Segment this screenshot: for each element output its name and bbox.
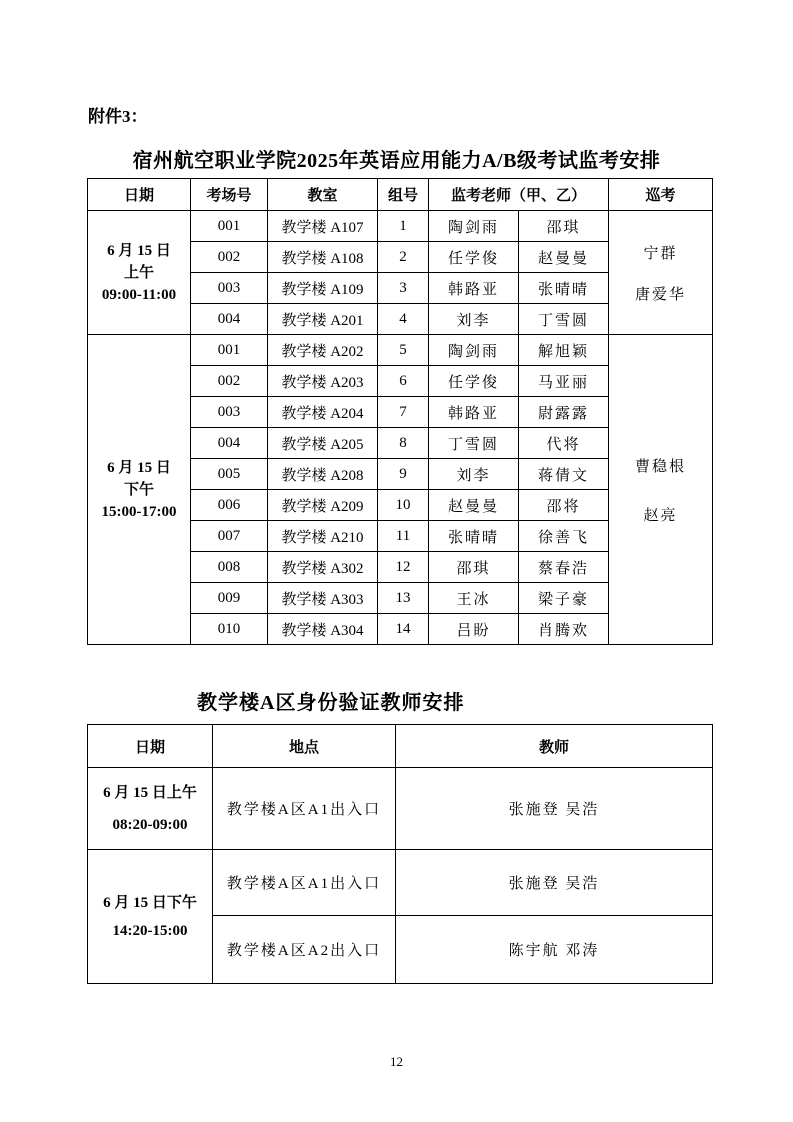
patrol-name: 赵亮 — [643, 507, 678, 524]
teacher-a-cell: 赵曼曼 — [429, 490, 519, 521]
classroom-cell: 教学楼 A210 — [268, 521, 378, 552]
classroom-cell: 教学楼 A303 — [268, 583, 378, 614]
teacher-a-cell: 韩路亚 — [429, 397, 519, 428]
teacher-a-cell: 丁雪圆 — [429, 428, 519, 459]
header-date: 日期 — [88, 725, 213, 768]
page-number: 12 — [390, 1054, 403, 1069]
date-line: 上午 — [123, 264, 154, 281]
room-no-cell: 001 — [191, 211, 268, 242]
teacher-b-cell: 代将 — [519, 428, 609, 459]
teacher-cell: 张施登 吴浩 — [396, 768, 713, 850]
header-group-no: 组号 — [378, 179, 429, 211]
date-line: 14:20-15:00 — [112, 922, 188, 939]
teacher-b-cell: 蔡春浩 — [519, 552, 609, 583]
date-line: 08:20-09:00 — [112, 816, 188, 833]
classroom-cell: 教学楼 A107 — [268, 211, 378, 242]
group-cell: 4 — [378, 304, 429, 335]
group-cell: 7 — [378, 397, 429, 428]
room-no-cell: 001 — [191, 335, 268, 366]
room-no-cell: 009 — [191, 583, 268, 614]
teacher-b-cell: 徐善飞 — [519, 521, 609, 552]
date-line: 6 月 15 日 — [107, 459, 171, 476]
attachment-label: 附件3： — [88, 107, 148, 126]
place-cell: 教学楼A区A1出入口 — [213, 850, 396, 916]
teacher-a-cell: 陶剑雨 — [429, 211, 519, 242]
classroom-cell: 教学楼 A204 — [268, 397, 378, 428]
group-cell: 1 — [378, 211, 429, 242]
teacher-a-cell: 吕盼 — [429, 614, 519, 645]
teacher-a-cell: 刘李 — [429, 459, 519, 490]
verify-row — [88, 850, 713, 916]
group-cell: 14 — [378, 614, 429, 645]
teacher-a-cell: 刘李 — [429, 304, 519, 335]
patrol-name: 曹稳根 — [635, 458, 687, 475]
classroom-cell: 教学楼 A202 — [268, 335, 378, 366]
date-line: 09:00-11:00 — [101, 286, 177, 303]
header-patrol: 巡考 — [609, 179, 713, 211]
teacher-a-cell: 张晴晴 — [429, 521, 519, 552]
group-cell: 9 — [378, 459, 429, 490]
room-no-cell: 003 — [191, 397, 268, 428]
teacher-cell: 张施登 吴浩 — [396, 850, 713, 916]
header-classroom: 教室 — [268, 179, 378, 211]
session2-patrol-cell — [609, 335, 713, 645]
teacher-a-cell: 任学俊 — [429, 242, 519, 273]
teacher-b-cell: 马亚丽 — [519, 366, 609, 397]
classroom-cell: 教学楼 A201 — [268, 304, 378, 335]
room-no-cell: 005 — [191, 459, 268, 490]
teacher-b-cell: 张晴晴 — [519, 273, 609, 304]
room-no-cell: 002 — [191, 242, 268, 273]
header-invigilators: 监考老师（甲、乙） — [429, 179, 609, 211]
teacher-a-cell: 任学俊 — [429, 366, 519, 397]
patrol-name: 唐爱华 — [635, 286, 687, 303]
teacher-b-cell: 蒋倩文 — [519, 459, 609, 490]
classroom-cell: 教学楼 A205 — [268, 428, 378, 459]
teacher-a-cell: 韩路亚 — [429, 273, 519, 304]
group-cell: 3 — [378, 273, 429, 304]
teacher-b-cell: 邵琪 — [519, 211, 609, 242]
date-line: 15:00-17:00 — [101, 503, 177, 520]
room-no-cell: 010 — [191, 614, 268, 645]
room-no-cell: 003 — [191, 273, 268, 304]
classroom-cell: 教学楼 A108 — [268, 242, 378, 273]
classroom-cell: 教学楼 A208 — [268, 459, 378, 490]
patrol-name: 宁群 — [643, 245, 678, 262]
classroom-cell: 教学楼 A304 — [268, 614, 378, 645]
room-no-cell: 002 — [191, 366, 268, 397]
teacher-b-cell: 邵将 — [519, 490, 609, 521]
date-line: 下午 — [123, 481, 154, 498]
document-title: 宿州航空职业学院2025年英语应用能力A/B级考试监考安排 — [132, 150, 661, 172]
teacher-b-cell: 解旭颖 — [519, 335, 609, 366]
teacher-cell: 陈宇航 邓涛 — [396, 916, 713, 984]
place-cell: 教学楼A区A1出入口 — [213, 768, 396, 850]
group-cell: 6 — [378, 366, 429, 397]
verify-table-header-row — [88, 725, 713, 768]
verify-row — [88, 768, 713, 850]
exam-row — [88, 335, 713, 366]
exam-row — [88, 211, 713, 242]
header-teacher: 教师 — [396, 725, 713, 768]
group-cell: 12 — [378, 552, 429, 583]
teacher-b-cell: 尉露露 — [519, 397, 609, 428]
group-cell: 11 — [378, 521, 429, 552]
classroom-cell: 教学楼 A302 — [268, 552, 378, 583]
header-room-no: 考场号 — [191, 179, 268, 211]
session1-patrol-cell — [609, 211, 713, 335]
teacher-a-cell: 陶剑雨 — [429, 335, 519, 366]
verify-date-cell — [88, 768, 213, 850]
teacher-b-cell: 梁子豪 — [519, 583, 609, 614]
verification-title: 教学楼A区身份验证教师安排 — [197, 692, 465, 714]
exam-invigilation-table — [87, 178, 713, 645]
classroom-cell: 教学楼 A209 — [268, 490, 378, 521]
header-place: 地点 — [213, 725, 396, 768]
date-line: 6 月 15 日上午 — [103, 784, 197, 801]
classroom-cell: 教学楼 A203 — [268, 366, 378, 397]
exam-table-header-row — [88, 179, 713, 211]
date-line: 6 月 15 日下午 — [103, 894, 197, 911]
classroom-cell: 教学楼 A109 — [268, 273, 378, 304]
date-line: 6 月 15 日 — [107, 242, 171, 259]
group-cell: 8 — [378, 428, 429, 459]
session1-date-cell — [88, 211, 191, 335]
teacher-b-cell: 赵曼曼 — [519, 242, 609, 273]
group-cell: 5 — [378, 335, 429, 366]
header-date: 日期 — [88, 179, 191, 211]
room-no-cell: 006 — [191, 490, 268, 521]
teacher-a-cell: 邵琪 — [429, 552, 519, 583]
session2-date-cell — [88, 335, 191, 645]
room-no-cell: 004 — [191, 428, 268, 459]
place-cell: 教学楼A区A2出入口 — [213, 916, 396, 984]
teacher-b-cell: 丁雪圆 — [519, 304, 609, 335]
group-cell: 13 — [378, 583, 429, 614]
teacher-a-cell: 王冰 — [429, 583, 519, 614]
group-cell: 10 — [378, 490, 429, 521]
room-no-cell: 007 — [191, 521, 268, 552]
group-cell: 2 — [378, 242, 429, 273]
teacher-b-cell: 肖腾欢 — [519, 614, 609, 645]
identity-verification-table — [87, 724, 713, 984]
verify-date-cell — [88, 850, 213, 984]
room-no-cell: 004 — [191, 304, 268, 335]
room-no-cell: 008 — [191, 552, 268, 583]
